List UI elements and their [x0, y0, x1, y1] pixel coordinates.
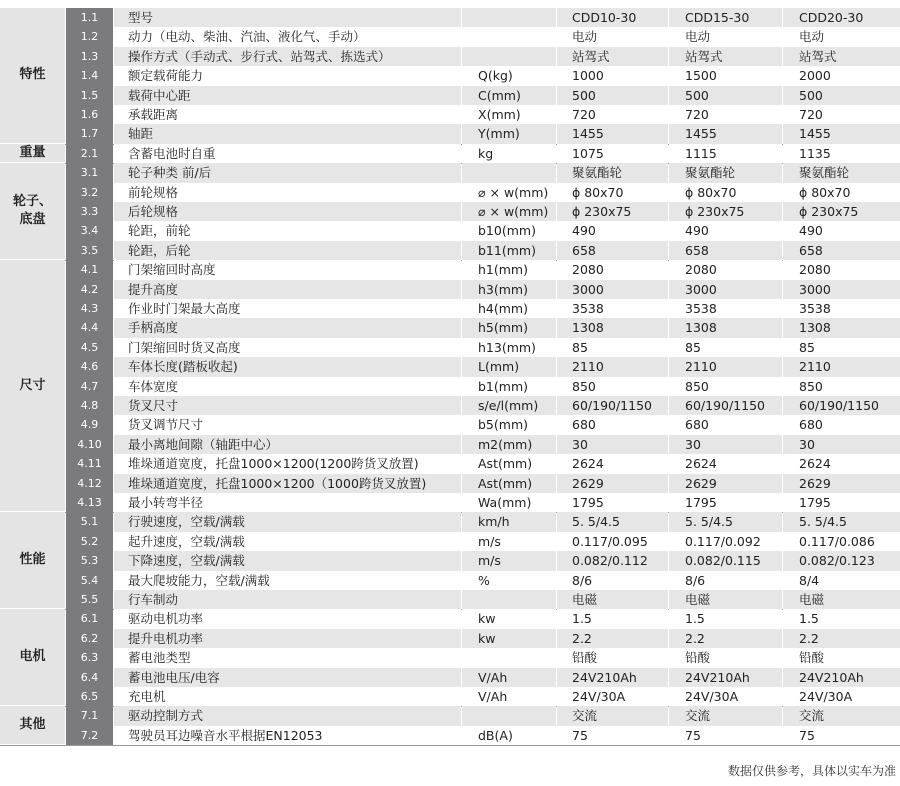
cell-name: 载荷中心距	[114, 86, 461, 105]
cell-v1: 5. 5/4.5	[557, 512, 668, 531]
cell-num: 4.4	[66, 318, 113, 337]
cell-v1: 658	[557, 241, 668, 260]
cell-unit: Ast(mm)	[462, 474, 556, 493]
category-label: 其他	[0, 706, 65, 744]
cell-name: 起升速度，空载/满载	[114, 532, 461, 551]
cell-v3: 2629	[783, 474, 900, 493]
cell-unit	[462, 706, 556, 725]
cell-v3: 2.2	[783, 629, 900, 648]
cell-v2: 1.5	[669, 609, 782, 628]
cell-name: 前轮规格	[114, 183, 461, 202]
cell-v2: 30	[669, 435, 782, 454]
cell-v1: 站驾式	[557, 47, 668, 66]
cell-name: 货叉调节尺寸	[114, 415, 461, 434]
table-row	[0, 726, 900, 745]
cell-num: 3.3	[66, 202, 113, 221]
cell-unit: b10(mm)	[462, 221, 556, 240]
cell-unit: h3(mm)	[462, 280, 556, 299]
cell-name: 手柄高度	[114, 318, 461, 337]
cell-v3: 2110	[783, 357, 900, 376]
cell-v2: 2080	[669, 260, 782, 279]
category-label: 尺寸	[0, 260, 65, 511]
cell-v3: 24V/30A	[783, 687, 900, 706]
cell-num: 4.7	[66, 377, 113, 396]
cell-name: 行驶速度，空载/满载	[114, 512, 461, 531]
table-row	[0, 454, 900, 473]
cell-unit: b1(mm)	[462, 377, 556, 396]
cell-v1: 1795	[557, 493, 668, 512]
cell-v2: 2629	[669, 474, 782, 493]
cell-v2: 1455	[669, 124, 782, 143]
cell-v3: 1135	[783, 144, 900, 163]
cell-unit	[462, 47, 556, 66]
cell-unit: h4(mm)	[462, 299, 556, 318]
cell-num: 4.9	[66, 415, 113, 434]
cell-num: 1.5	[66, 86, 113, 105]
table-row	[0, 183, 900, 202]
cell-v2: 1308	[669, 318, 782, 337]
cell-v1: 1308	[557, 318, 668, 337]
cell-v1: 0.117/0.095	[557, 532, 668, 551]
cell-unit: L(mm)	[462, 357, 556, 376]
table-row	[0, 144, 900, 163]
cell-num: 3.4	[66, 221, 113, 240]
cell-v2: 60/190/1150	[669, 396, 782, 415]
cell-num: 1.3	[66, 47, 113, 66]
cell-v3: 3538	[783, 299, 900, 318]
table-row	[0, 202, 900, 221]
cell-num: 1.2	[66, 27, 113, 46]
cell-unit	[462, 590, 556, 609]
cell-v3: 铅酸	[783, 648, 900, 667]
cell-v3: 2080	[783, 260, 900, 279]
cell-v1: 680	[557, 415, 668, 434]
table-row	[0, 47, 900, 66]
cell-v3: 8/4	[783, 571, 900, 590]
cell-v1: 1000	[557, 66, 668, 85]
cell-v2: 交流	[669, 706, 782, 725]
cell-v2: 1500	[669, 66, 782, 85]
cell-unit: C(mm)	[462, 86, 556, 105]
cell-v3: ϕ 230x75	[783, 202, 900, 221]
cell-v2: 站驾式	[669, 47, 782, 66]
cell-name: 最小离地间隙（轴距中心）	[114, 435, 461, 454]
cell-num: 1.4	[66, 66, 113, 85]
cell-v2: 680	[669, 415, 782, 434]
cell-num: 4.1	[66, 260, 113, 279]
table-row	[0, 706, 900, 725]
cell-v3: 24V210Ah	[783, 668, 900, 687]
cell-name: 轴距	[114, 124, 461, 143]
category-label: 电机	[0, 609, 65, 705]
cell-num: 4.2	[66, 280, 113, 299]
cell-unit: kw	[462, 629, 556, 648]
cell-v2: 720	[669, 105, 782, 124]
cell-unit: m2(mm)	[462, 435, 556, 454]
cell-unit: h1(mm)	[462, 260, 556, 279]
cell-num: 7.2	[66, 726, 113, 745]
cell-v3: 490	[783, 221, 900, 240]
table-row	[0, 609, 900, 628]
cell-v2: 8/6	[669, 571, 782, 590]
cell-unit: b5(mm)	[462, 415, 556, 434]
cell-v2: 0.082/0.115	[669, 551, 782, 570]
cell-v2: 2624	[669, 454, 782, 473]
table-row	[0, 415, 900, 434]
table-row	[0, 105, 900, 124]
table-row	[0, 590, 900, 609]
table-row	[0, 435, 900, 454]
cell-unit: h13(mm)	[462, 338, 556, 357]
cell-unit: X(mm)	[462, 105, 556, 124]
cell-unit: ⌀ × w(mm)	[462, 202, 556, 221]
cell-unit	[462, 8, 556, 27]
cell-v3: 0.117/0.086	[783, 532, 900, 551]
cell-num: 6.1	[66, 609, 113, 628]
cell-v1: 2080	[557, 260, 668, 279]
cell-num: 4.5	[66, 338, 113, 357]
category-label: 特性	[0, 8, 65, 143]
cell-v3: 站驾式	[783, 47, 900, 66]
cell-v1: ϕ 80x70	[557, 183, 668, 202]
cell-v3: 交流	[783, 706, 900, 725]
cell-v2: 658	[669, 241, 782, 260]
cell-num: 1.7	[66, 124, 113, 143]
cell-v1: 聚氨酯轮	[557, 163, 668, 182]
cell-name: 动力（电动、柴油、汽油、液化气、手动）	[114, 27, 461, 46]
cell-name: 额定载荷能力	[114, 66, 461, 85]
cell-v2: 490	[669, 221, 782, 240]
table-row	[0, 493, 900, 512]
cell-num: 4.10	[66, 435, 113, 454]
cell-v3: 电磁	[783, 590, 900, 609]
cell-v2: 1115	[669, 144, 782, 163]
cell-v2: 3000	[669, 280, 782, 299]
cell-num: 4.8	[66, 396, 113, 415]
cell-v3: 658	[783, 241, 900, 260]
table-row	[0, 221, 900, 240]
cell-v1: 24V210Ah	[557, 668, 668, 687]
cell-name: 作业时门架最大高度	[114, 299, 461, 318]
cell-v2: 85	[669, 338, 782, 357]
cell-v3: 1795	[783, 493, 900, 512]
cell-v3: 5. 5/4.5	[783, 512, 900, 531]
cell-v2: 2.2	[669, 629, 782, 648]
cell-v1: 1455	[557, 124, 668, 143]
category-label: 性能	[0, 512, 65, 608]
cell-unit: Ast(mm)	[462, 454, 556, 473]
cell-v3: 聚氨酯轮	[783, 163, 900, 182]
category-label: 重量	[0, 144, 65, 162]
cell-v2: 1795	[669, 493, 782, 512]
cell-unit	[462, 27, 556, 46]
table-row	[0, 571, 900, 590]
cell-name: 轮距，前轮	[114, 221, 461, 240]
cell-v2: 铅酸	[669, 648, 782, 667]
cell-name: 门架缩回时高度	[114, 260, 461, 279]
cell-v2: CDD15-30	[669, 8, 782, 27]
table-row	[0, 357, 900, 376]
table-row	[0, 27, 900, 46]
table-row	[0, 648, 900, 667]
cell-v1: 3000	[557, 280, 668, 299]
cell-unit: Q(kg)	[462, 66, 556, 85]
category-label: 轮子、 底盘	[0, 163, 65, 259]
cell-v1: 490	[557, 221, 668, 240]
cell-v1: 30	[557, 435, 668, 454]
cell-v3: 3000	[783, 280, 900, 299]
cell-v3: 1308	[783, 318, 900, 337]
cell-v3: 680	[783, 415, 900, 434]
table-row	[0, 687, 900, 706]
cell-name: 后轮规格	[114, 202, 461, 221]
cell-name: 驾驶员耳边噪音水平根据EN12053	[114, 726, 461, 745]
cell-v2: ϕ 230x75	[669, 202, 782, 221]
cell-v1: 85	[557, 338, 668, 357]
cell-name: 提升高度	[114, 280, 461, 299]
table-row	[0, 8, 900, 27]
cell-name: 下降速度，空载/满载	[114, 551, 461, 570]
cell-name: 货叉尺寸	[114, 396, 461, 415]
cell-v1: 2.2	[557, 629, 668, 648]
cell-num: 4.12	[66, 474, 113, 493]
cell-num: 4.6	[66, 357, 113, 376]
cell-v2: 2110	[669, 357, 782, 376]
cell-v3: 0.082/0.123	[783, 551, 900, 570]
table-row	[0, 629, 900, 648]
cell-name: 型号	[114, 8, 461, 27]
cell-num: 3.1	[66, 163, 113, 182]
cell-unit: ⌀ × w(mm)	[462, 183, 556, 202]
cell-v2: 500	[669, 86, 782, 105]
table-row	[0, 474, 900, 493]
cell-name: 蓄电池电压/电容	[114, 668, 461, 687]
cell-unit: Wa(mm)	[462, 493, 556, 512]
cell-v2: 3538	[669, 299, 782, 318]
table-row	[0, 338, 900, 357]
cell-v1: 850	[557, 377, 668, 396]
cell-unit: %	[462, 571, 556, 590]
cell-unit: h5(mm)	[462, 318, 556, 337]
table-row	[0, 377, 900, 396]
table-row	[0, 668, 900, 687]
cell-num: 4.3	[66, 299, 113, 318]
cell-num: 2.1	[66, 144, 113, 163]
cell-v3: 2000	[783, 66, 900, 85]
cell-name: 轮距，后轮	[114, 241, 461, 260]
cell-v2: 24V/30A	[669, 687, 782, 706]
cell-v1: 2629	[557, 474, 668, 493]
table-row	[0, 124, 900, 143]
cell-num: 4.11	[66, 454, 113, 473]
cell-num: 5.1	[66, 512, 113, 531]
cell-v3: 720	[783, 105, 900, 124]
table-row	[0, 280, 900, 299]
cell-v3: 1.5	[783, 609, 900, 628]
cell-unit: m/s	[462, 532, 556, 551]
cell-unit: kw	[462, 609, 556, 628]
cell-name: 操作方式（手动式、步行式、站驾式、拣选式）	[114, 47, 461, 66]
cell-v2: 电磁	[669, 590, 782, 609]
cell-v1: 500	[557, 86, 668, 105]
cell-num: 5.3	[66, 551, 113, 570]
cell-num: 5.2	[66, 532, 113, 551]
footnote: 数据仅供参考，具体以实车为准	[727, 764, 896, 778]
cell-unit: kg	[462, 144, 556, 163]
cell-name: 最大爬坡能力，空载/满载	[114, 571, 461, 590]
cell-unit	[462, 163, 556, 182]
cell-v1: 8/6	[557, 571, 668, 590]
cell-num: 5.5	[66, 590, 113, 609]
cell-v3: 30	[783, 435, 900, 454]
cell-unit: dB(A)	[462, 726, 556, 745]
cell-unit: km/h	[462, 512, 556, 531]
cell-name: 车体宽度	[114, 377, 461, 396]
cell-v1: 2624	[557, 454, 668, 473]
cell-v1: ϕ 230x75	[557, 202, 668, 221]
cell-num: 3.2	[66, 183, 113, 202]
cell-v2: 0.117/0.092	[669, 532, 782, 551]
cell-name: 最小转弯半径	[114, 493, 461, 512]
cell-name: 堆垛通道宽度，托盘1000×1200（1000跨货叉放置)	[114, 474, 461, 493]
cell-v1: 75	[557, 726, 668, 745]
cell-name: 行车制动	[114, 590, 461, 609]
cell-v3: 2624	[783, 454, 900, 473]
cell-v3: 1455	[783, 124, 900, 143]
cell-name: 蓄电池类型	[114, 648, 461, 667]
table-row	[0, 260, 900, 279]
cell-name: 承载距离	[114, 105, 461, 124]
cell-num: 7.1	[66, 706, 113, 725]
cell-v3: 60/190/1150	[783, 396, 900, 415]
cell-name: 轮子种类 前/后	[114, 163, 461, 182]
cell-num: 6.5	[66, 687, 113, 706]
cell-v3: 850	[783, 377, 900, 396]
cell-unit	[462, 648, 556, 667]
cell-v1: CDD10-30	[557, 8, 668, 27]
cell-unit: Y(mm)	[462, 124, 556, 143]
cell-v1: 1075	[557, 144, 668, 163]
cell-v1: 24V/30A	[557, 687, 668, 706]
cell-num: 1.6	[66, 105, 113, 124]
table-row	[0, 551, 900, 570]
cell-v1: 电动	[557, 27, 668, 46]
cell-v2: ϕ 80x70	[669, 183, 782, 202]
cell-v1: 1.5	[557, 609, 668, 628]
cell-v1: 3538	[557, 299, 668, 318]
table-row	[0, 512, 900, 531]
cell-unit: V/Ah	[462, 687, 556, 706]
cell-v1: 交流	[557, 706, 668, 725]
cell-num: 6.3	[66, 648, 113, 667]
cell-name: 充电机	[114, 687, 461, 706]
cell-name: 含蓄电池时自重	[114, 144, 461, 163]
cell-num: 6.4	[66, 668, 113, 687]
cell-unit: m/s	[462, 551, 556, 570]
table-row	[0, 163, 900, 182]
table-row	[0, 241, 900, 260]
cell-num: 1.1	[66, 8, 113, 27]
cell-name: 驱动电机功率	[114, 609, 461, 628]
cell-unit: b11(mm)	[462, 241, 556, 260]
cell-v3: 85	[783, 338, 900, 357]
cell-num: 3.5	[66, 241, 113, 260]
table-row	[0, 396, 900, 415]
cell-v3: ϕ 80x70	[783, 183, 900, 202]
cell-v1: 2110	[557, 357, 668, 376]
cell-v2: 850	[669, 377, 782, 396]
cell-v1: 0.082/0.112	[557, 551, 668, 570]
cell-name: 堆垛通道宽度，托盘1000×1200(1200跨货叉放置)	[114, 454, 461, 473]
cell-num: 4.13	[66, 493, 113, 512]
cell-v2: 24V210Ah	[669, 668, 782, 687]
cell-v1: 720	[557, 105, 668, 124]
cell-v3: CDD20-30	[783, 8, 900, 27]
cell-v3: 500	[783, 86, 900, 105]
cell-name: 提升电机功率	[114, 629, 461, 648]
cell-v1: 铅酸	[557, 648, 668, 667]
table-row	[0, 66, 900, 85]
cell-unit: s/e/l(mm)	[462, 396, 556, 415]
cell-v3: 75	[783, 726, 900, 745]
cell-unit: V/Ah	[462, 668, 556, 687]
cell-v3: 电动	[783, 27, 900, 46]
cell-v1: 电磁	[557, 590, 668, 609]
cell-name: 驱动控制方式	[114, 706, 461, 725]
table-row	[0, 86, 900, 105]
cell-v2: 聚氨酯轮	[669, 163, 782, 182]
cell-v2: 电动	[669, 27, 782, 46]
cell-v2: 5. 5/4.5	[669, 512, 782, 531]
cell-num: 5.4	[66, 571, 113, 590]
cell-name: 门架缩回时货叉高度	[114, 338, 461, 357]
table-row	[0, 532, 900, 551]
table-row	[0, 318, 900, 337]
table-row	[0, 299, 900, 318]
cell-v1: 60/190/1150	[557, 396, 668, 415]
cell-name: 车体长度(踏板收起)	[114, 357, 461, 376]
cell-v2: 75	[669, 726, 782, 745]
cell-num: 6.2	[66, 629, 113, 648]
